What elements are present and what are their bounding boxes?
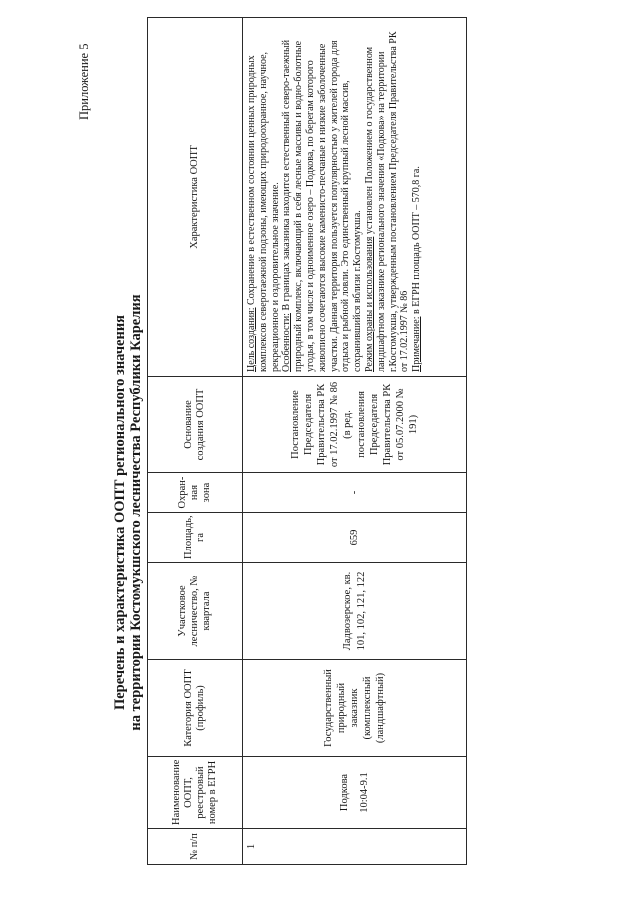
header-zone: Охран-ная зона [148,473,243,513]
cell-forestry: Ладвозерское, кв. 101, 102, 121, 122 [243,563,467,660]
header-num: № п/п [148,829,243,865]
table-row [243,18,467,865]
document-subtitle: на территории Костомукшского лесничества Республики Карелия [128,294,144,731]
cell-num: 1 [243,829,467,865]
goal-text: Сохранение в естественном состоянии ценных природных комплексов северотаежной подзоны, имеющих природоохранное, научное, рекреационное и оздоровительное значение. [246,51,281,372]
cell-category: Государственный природный заказник (комплексный (ландшафтный) [243,660,467,757]
features-text: В границах заказника находится естественный северо-таежный природный комплекс, включающий в себя лесные массивы и водно-болотные угодья, в том числе и одноименное озеро – Подкова, по берегам которого живописно сочетаются высокие каменисто-песчаные и низкие заболоченные участки. Данная территория пользуется популярностью у жителей города для отдыха и рыбной ловли. Это единственный крупный лесной массив, сохранившийся вблизи г.Костомукша. [281,39,364,372]
appendix-label: Приложение 5 [77,43,91,120]
cell-basis: Постановление Председателя Правительства РК от 17.02.1997 № 86 (в ред. постановления Председателя Правительства РК от 05.07.2000 № 191) [243,377,467,473]
oopt-name: Подкова [339,773,351,812]
header-area: Площадь, га [148,513,243,563]
cell-zone: - [243,473,467,513]
cell-name [243,757,467,829]
oopt-registry-number: 10:04-9.1 [358,772,370,813]
header-forestry: Участковое лесничество, № квартала [148,563,243,660]
document-title: Перечень и характеристика ООПТ регионального значения [112,314,128,711]
table-header-row [148,18,243,865]
note-text: в ЕГРН площадь ООПТ – 570,8 га. [411,166,423,317]
regime-text: установлен Положением о государственном ландшафтном заказнике регионального значения «Подкова» на территории г.Костомукша, утвержденным постановлением Председателя Правительства РК от 17.02.1997 № 86 [363,31,411,372]
note-label: Примечание: [411,316,423,372]
goal-label: Цель создания: [246,307,257,372]
header-category: Категория ООПТ (профиль) [148,660,243,757]
oopt-table [147,17,467,865]
features-label: Особенности: [281,313,293,372]
header-name: Наименование ООПТ, реестровый номер в ЕГРН [148,757,243,829]
header-characteristic: Характеристика ООПТ [148,18,243,377]
cell-area: 659 [243,513,467,563]
regime-label: Режим охраны и использования [363,236,375,372]
header-basis: Основание создания ООПТ [148,377,243,473]
cell-characteristic [243,18,467,377]
